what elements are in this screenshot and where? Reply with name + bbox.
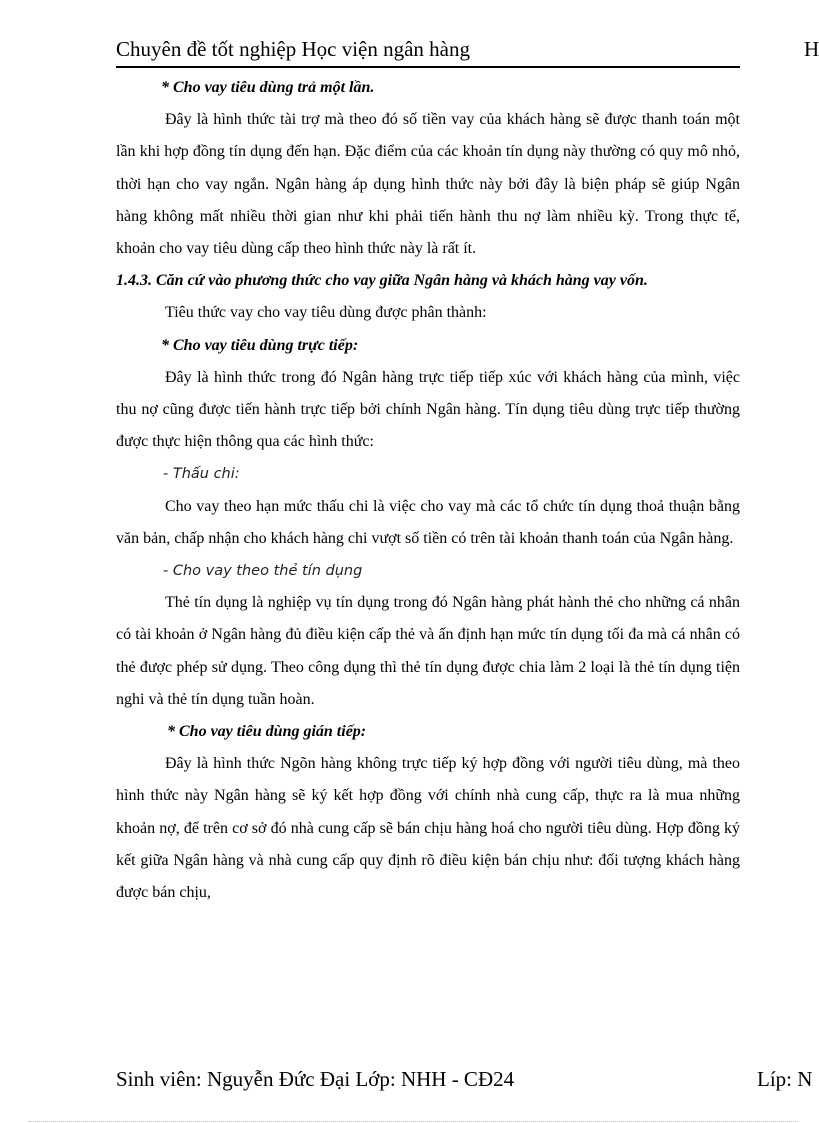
paragraph: Cho vay theo hạn mức thấu chi là việc cho vay mà các tổ chức tín dụng thoả thuận bằng văn bản, chấp nhận cho khách hàng chi vượt số tiền có trên tài khoản thanh toán của Ngân hàng. [116, 497, 740, 547]
paragraph: Đây là hình thức trong đó Ngân hàng trực tiếp tiếp xúc với khách hàng của mình, việc thu nợ cũng được tiến hành trực tiếp bởi chính Ngân hàng. Tín dụng tiêu dùng trực tiếp thường được thực hiện thông qua các hình thức: [116, 368, 740, 451]
paragraph: Thẻ tín dụng là nghiệp vụ tín dụng trong đó Ngân hàng phát hành thẻ cho những cá nhân có tài khoản ở Ngân hàng đủ điều kiện cấp thẻ và ấn định hạn mức tín dụng tối đa mà cá nhân có thẻ được phép sử dụng. Theo công dụng thì thẻ tín dụng được chia làm 2 loại là thẻ tín dụng tiện nghi và thẻ tín dụng tuần hoàn. [116, 594, 740, 708]
section-heading: 1.4.3. Căn cứ vào phương thức cho vay giữa Ngân hàng và khách hàng vay vốn. [116, 272, 648, 290]
page-footer-student: Sinh viên: Nguyễn Đức Đại Lớp: NHH - CĐ24 [116, 1067, 515, 1091]
subheading-indirect-lending: * Cho vay tiêu dùng gián tiếp: [167, 723, 367, 741]
paragraph: Đây là hình thức Ngõn hàng không trực tiếp ký hợp đồng với người tiêu dùng, mà theo hình thức này Ngân hàng sẽ ký kết hợp đồng với chính nhà cung cấp, thực ra là mua những khoản nợ, để trên cơ sở đó nhà cung cấp sẽ bán chịu hàng hoá cho người tiêu dùng. Hợp đồng ký kết giữa Ngân hàng và nhà cung cấp quy định rõ điều kiện bán chịu như: đối tượng khách hàng được bán chịu, [116, 755, 740, 902]
body-text [116, 72, 740, 909]
page-header-title: Chuyên đề tốt nghiệp Học viện ngân hàng [116, 37, 471, 61]
header-divider [116, 66, 740, 68]
page-footer-fragment: Líp: N [757, 1067, 813, 1091]
paragraph: Đây là hình thức tài trợ mà theo đó số tiền vay của khách hàng sẽ được thanh toán một lần khi hợp đồng tín dụng đến hạn. Đặc điểm của các khoản tín dụng này thường có quy mô nhỏ, thời hạn cho vay ngắn. Ngân hàng áp dụng hình thức này bởi đây là biện pháp sẽ giúp Ngân hàng không mất nhiều thời gian như khi phải tiến hành thu nợ làm nhiều kỳ. Trong thực tế, khoản cho vay tiêu dùng cấp theo hình thức này là rất ít. [116, 111, 740, 258]
subheading-direct-lending: * Cho vay tiêu dùng trực tiếp: [161, 336, 359, 354]
list-item-overdraft: - Thấu chi: [163, 466, 240, 483]
page-bottom-border [28, 1121, 798, 1122]
paragraph: Tiêu thức vay cho vay tiêu dùng được phân thành: [165, 304, 487, 322]
subheading-one-time-repayment: * Cho vay tiêu dùng trả một lần. [161, 79, 375, 96]
list-item-credit-card: - Cho vay theo thẻ tín dụng [163, 563, 363, 580]
page-header-fragment: H [804, 37, 819, 61]
